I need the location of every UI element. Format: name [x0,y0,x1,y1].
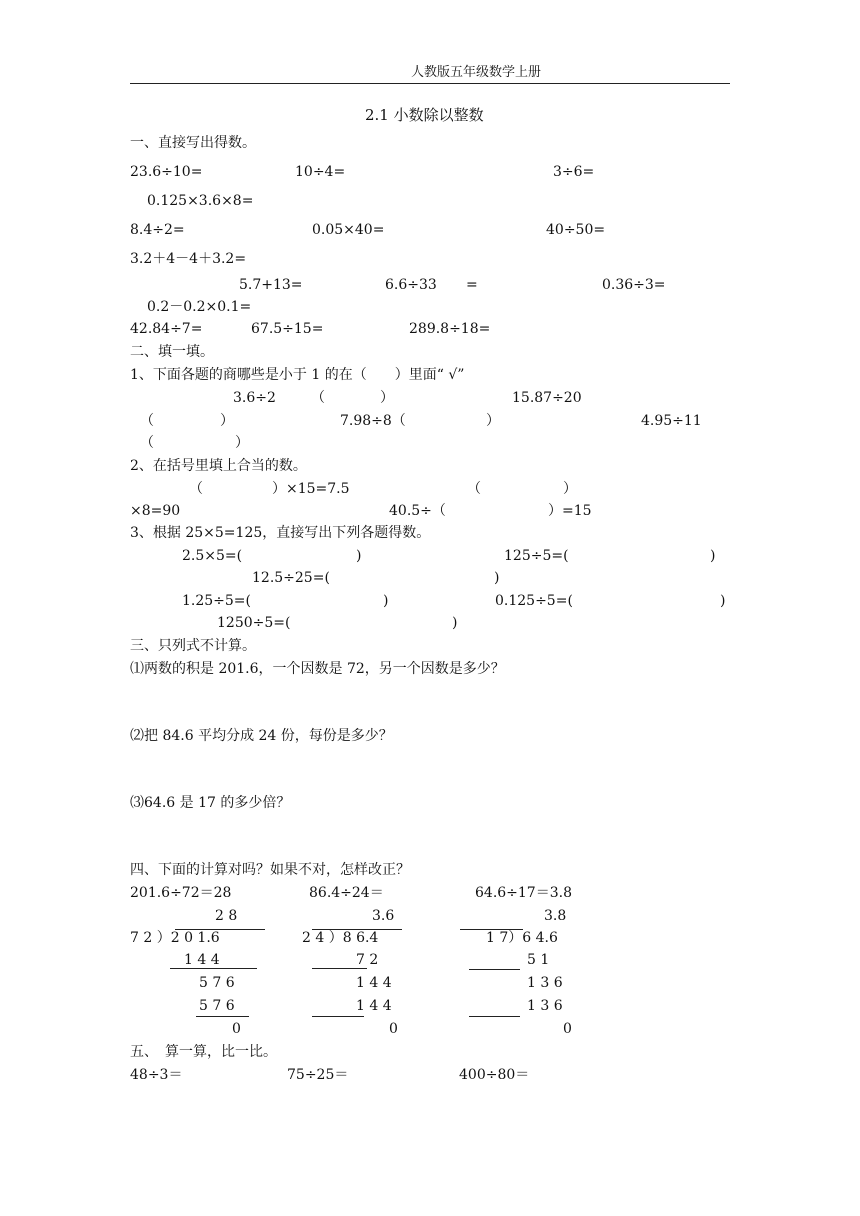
division-2-quotient: 3.6 [372,908,395,924]
division-1-quotient: 2 8 [215,908,238,924]
division-2-step: 1 4 4 [356,975,392,991]
s2-q1-item: （ [311,390,325,406]
division-3-dividend: 1 7）6 4.6 [486,930,558,946]
s4-equation: 201.6÷72＝28 [130,885,232,901]
s1-item: 40÷50= [546,222,606,238]
s1-item: 5.7+13= [239,277,303,293]
s2-q3-item: ) [383,593,389,609]
s2-q3-item: ) [356,548,362,564]
division-3-step: 5 1 [527,952,550,968]
division-1-line [196,1016,249,1017]
s2-q3-item: 125÷5=( [504,548,569,564]
s1-item: 8.4÷2= [130,222,185,238]
s2-q1-item: 3.6÷2 [233,390,276,406]
s2-q3-item: 0.125÷5=( [495,593,573,609]
division-2-step: 1 4 4 [356,998,392,1014]
division-2-remainder: 0 [389,1021,398,1037]
s2-q2-item: ）=15 [548,503,592,519]
s2-q3-item: 2.5×5=( [182,548,243,564]
section-3-heading: 三、只列式不计算。 [130,638,256,654]
s1-item: 0.05×40= [312,222,385,238]
s2-q2-item: ×8=90 [130,503,181,519]
s2-q1-item: （ [140,435,154,451]
division-2-line [312,1016,364,1017]
s3-question-3: ⑶64.6 是 17 的多少倍？ [130,795,291,811]
s2-q1-item: 7.98÷8（ [340,413,406,429]
section-1-heading: 一、直接写出得数。 [130,135,256,151]
division-1-line [170,968,257,969]
s2-q2-item: ） [563,481,577,497]
s2-q3-text: 3、根据 25×5=125，直接写出下列各题得数。 [130,525,431,541]
s3-question-2: ⑵把 84.6 平均分成 24 份，每份是多少？ [130,728,393,744]
division-2-step: 7 2 [356,952,379,968]
division-3-line [469,969,520,970]
division-1-step: 1 4 4 [184,952,220,968]
division-3-step: 1 3 6 [527,975,563,991]
s2-q1-item: ） [220,413,234,429]
s2-q3-item: ) [452,615,458,631]
section-2-heading: 二、填一填。 [130,344,214,360]
division-1-dividend: 7 2 ）2 0 1.6 [130,930,220,946]
s5-item: 48÷3＝ [130,1067,183,1083]
s2-q1-item: 15.87÷20 [512,390,582,406]
s1-item: 289.8÷18= [409,321,491,337]
s4-equation: 86.4÷24＝ [309,885,384,901]
section-5-heading: 五、 算一算，比一比。 [130,1044,277,1060]
s1-item: 3.2＋4－4＋3.2= [130,251,247,267]
s5-item: 75÷25＝ [287,1067,349,1083]
s2-q1-text: 1、下面各题的商哪些是小于 1 的在（ ）里面“ √” [130,367,465,383]
s1-item: 42.84÷7= [130,321,203,337]
s2-q3-item: 1.25÷5=( [182,593,252,609]
division-1-step: 5 7 6 [199,998,235,1014]
division-2-dividend: 2 4 ）8 6.4 [302,930,379,946]
s2-q3-item: ) [710,548,716,564]
s2-q3-item: ) [720,593,726,609]
s1-item: 0.2－0.2×0.1= [147,299,252,315]
s2-q1-item: ） [486,413,500,429]
s2-q2-text: 2、在括号里填上合当的数。 [130,458,307,474]
s1-item: 6.6÷33 [385,277,437,293]
s1-item: 0.36÷3= [602,277,666,293]
division-3-step: 1 3 6 [527,998,563,1014]
s2-q3-item: 1250÷5=( [217,615,291,631]
s2-q3-item: ) [494,570,500,586]
s2-q2-item: （ [189,481,203,497]
s2-q3-item: 12.5÷25=( [252,570,330,586]
s1-item: 3÷6= [553,164,595,180]
s2-q1-item: 4.95÷11 [641,413,702,429]
page-title: 2.1 小数除以整数 [365,106,484,124]
s1-item: = [466,277,478,293]
division-3-quotient: 3.8 [544,908,567,924]
s2-q1-item: ） [235,435,249,451]
s1-item: 67.5÷15= [251,321,324,337]
s2-q1-item: （ [140,413,154,429]
s3-question-1: ⑴两数的积是 201.6，一个因数是 72，另一个因数是多少？ [130,661,505,677]
s1-item: 23.6÷10= [130,164,203,180]
s2-q1-item: ） [380,390,394,406]
header-text: 人教版五年级数学上册 [411,65,542,80]
division-3-remainder: 0 [563,1021,572,1037]
division-1-remainder: 0 [232,1021,241,1037]
s2-q2-item: 40.5÷（ [389,503,446,519]
s4-equation: 64.6÷17＝3.8 [475,885,572,901]
s2-q2-item: （ [467,481,481,497]
division-1-step: 5 7 6 [199,975,235,991]
division-2-line [312,968,367,969]
section-4-heading: 四、下面的计算对吗？如果不对，怎样改正？ [130,862,410,878]
s1-item: 10÷4= [295,164,346,180]
s5-item: 400÷80＝ [459,1067,530,1083]
division-3-line [469,1016,520,1017]
s1-item: 0.125×3.6×8= [147,193,254,209]
s2-q2-item: ）×15=7.5 [272,481,350,497]
header-rule [130,83,730,84]
